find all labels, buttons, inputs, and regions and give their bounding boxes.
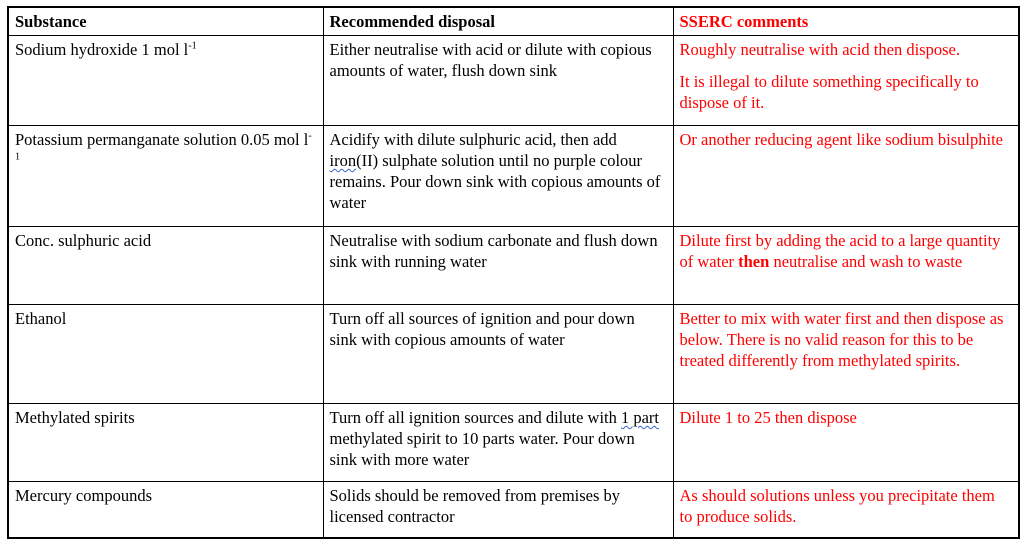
substance-cell: Ethanol	[8, 305, 323, 404]
table-row	[8, 36, 1019, 126]
column-header-sserc-comments: SSERC comments	[673, 7, 1019, 36]
chemical-disposal-table	[7, 6, 1020, 539]
disposal-cell: Either neutralise with acid or dilute with copious amounts of water, flush down sink	[323, 36, 673, 126]
disposal-cell: Neutralise with sodium carbonate and flush down sink with running water	[323, 227, 673, 305]
substance-cell: Methylated spirits	[8, 404, 323, 482]
sserc-comments-cell: Better to mix with water first and then dispose as below. There is no valid reason for this to be treated differently from methylated spirits.	[673, 305, 1019, 404]
substance-cell: Conc. sulphuric acid	[8, 227, 323, 305]
substance-cell: Sodium hydroxide 1 mol $l^{-1}$	[8, 36, 323, 126]
table-body	[8, 36, 1019, 538]
disposal-cell: Turn off all ignition sources and dilute with 1 part methylated spirit to 10 parts water. Pour down sink with more water	[323, 404, 673, 482]
sserc-comments-cell: Roughly neutralise with acid then dispose. It is illegal to dilute something specifically to dispose of it.	[673, 36, 1019, 126]
header-row	[8, 7, 1019, 36]
table-row	[8, 404, 1019, 482]
table-row	[8, 305, 1019, 404]
sserc-comments-cell: Dilute 1 to 25 then dispose	[673, 404, 1019, 482]
sserc-comments-cell: Or another reducing agent like sodium bisulphite	[673, 126, 1019, 227]
table-row	[8, 126, 1019, 227]
disposal-cell: Acidify with dilute sulphuric acid, then add iron(II) sulphate solution until no purple colour remains. Pour down sink with copious amounts of water	[323, 126, 673, 227]
column-header-substance: Substance	[8, 7, 323, 36]
table-row	[8, 482, 1019, 538]
table-row	[8, 227, 1019, 305]
substance-cell: Potassium permanganate solution 0.05 mol $l^{-1}$	[8, 126, 323, 227]
column-header-recommended-disposal: Recommended disposal	[323, 7, 673, 36]
sserc-comments-cell: Dilute first by adding the acid to a large quantity of water then neutralise and wash to waste	[673, 227, 1019, 305]
sserc-comments-cell: As should solutions unless you precipitate them to produce solids.	[673, 482, 1019, 538]
disposal-cell: Turn off all sources of ignition and pour down sink with copious amounts of water	[323, 305, 673, 404]
substance-cell: Mercury compounds	[8, 482, 323, 538]
disposal-cell: Solids should be removed from premises by licensed contractor	[323, 482, 673, 538]
